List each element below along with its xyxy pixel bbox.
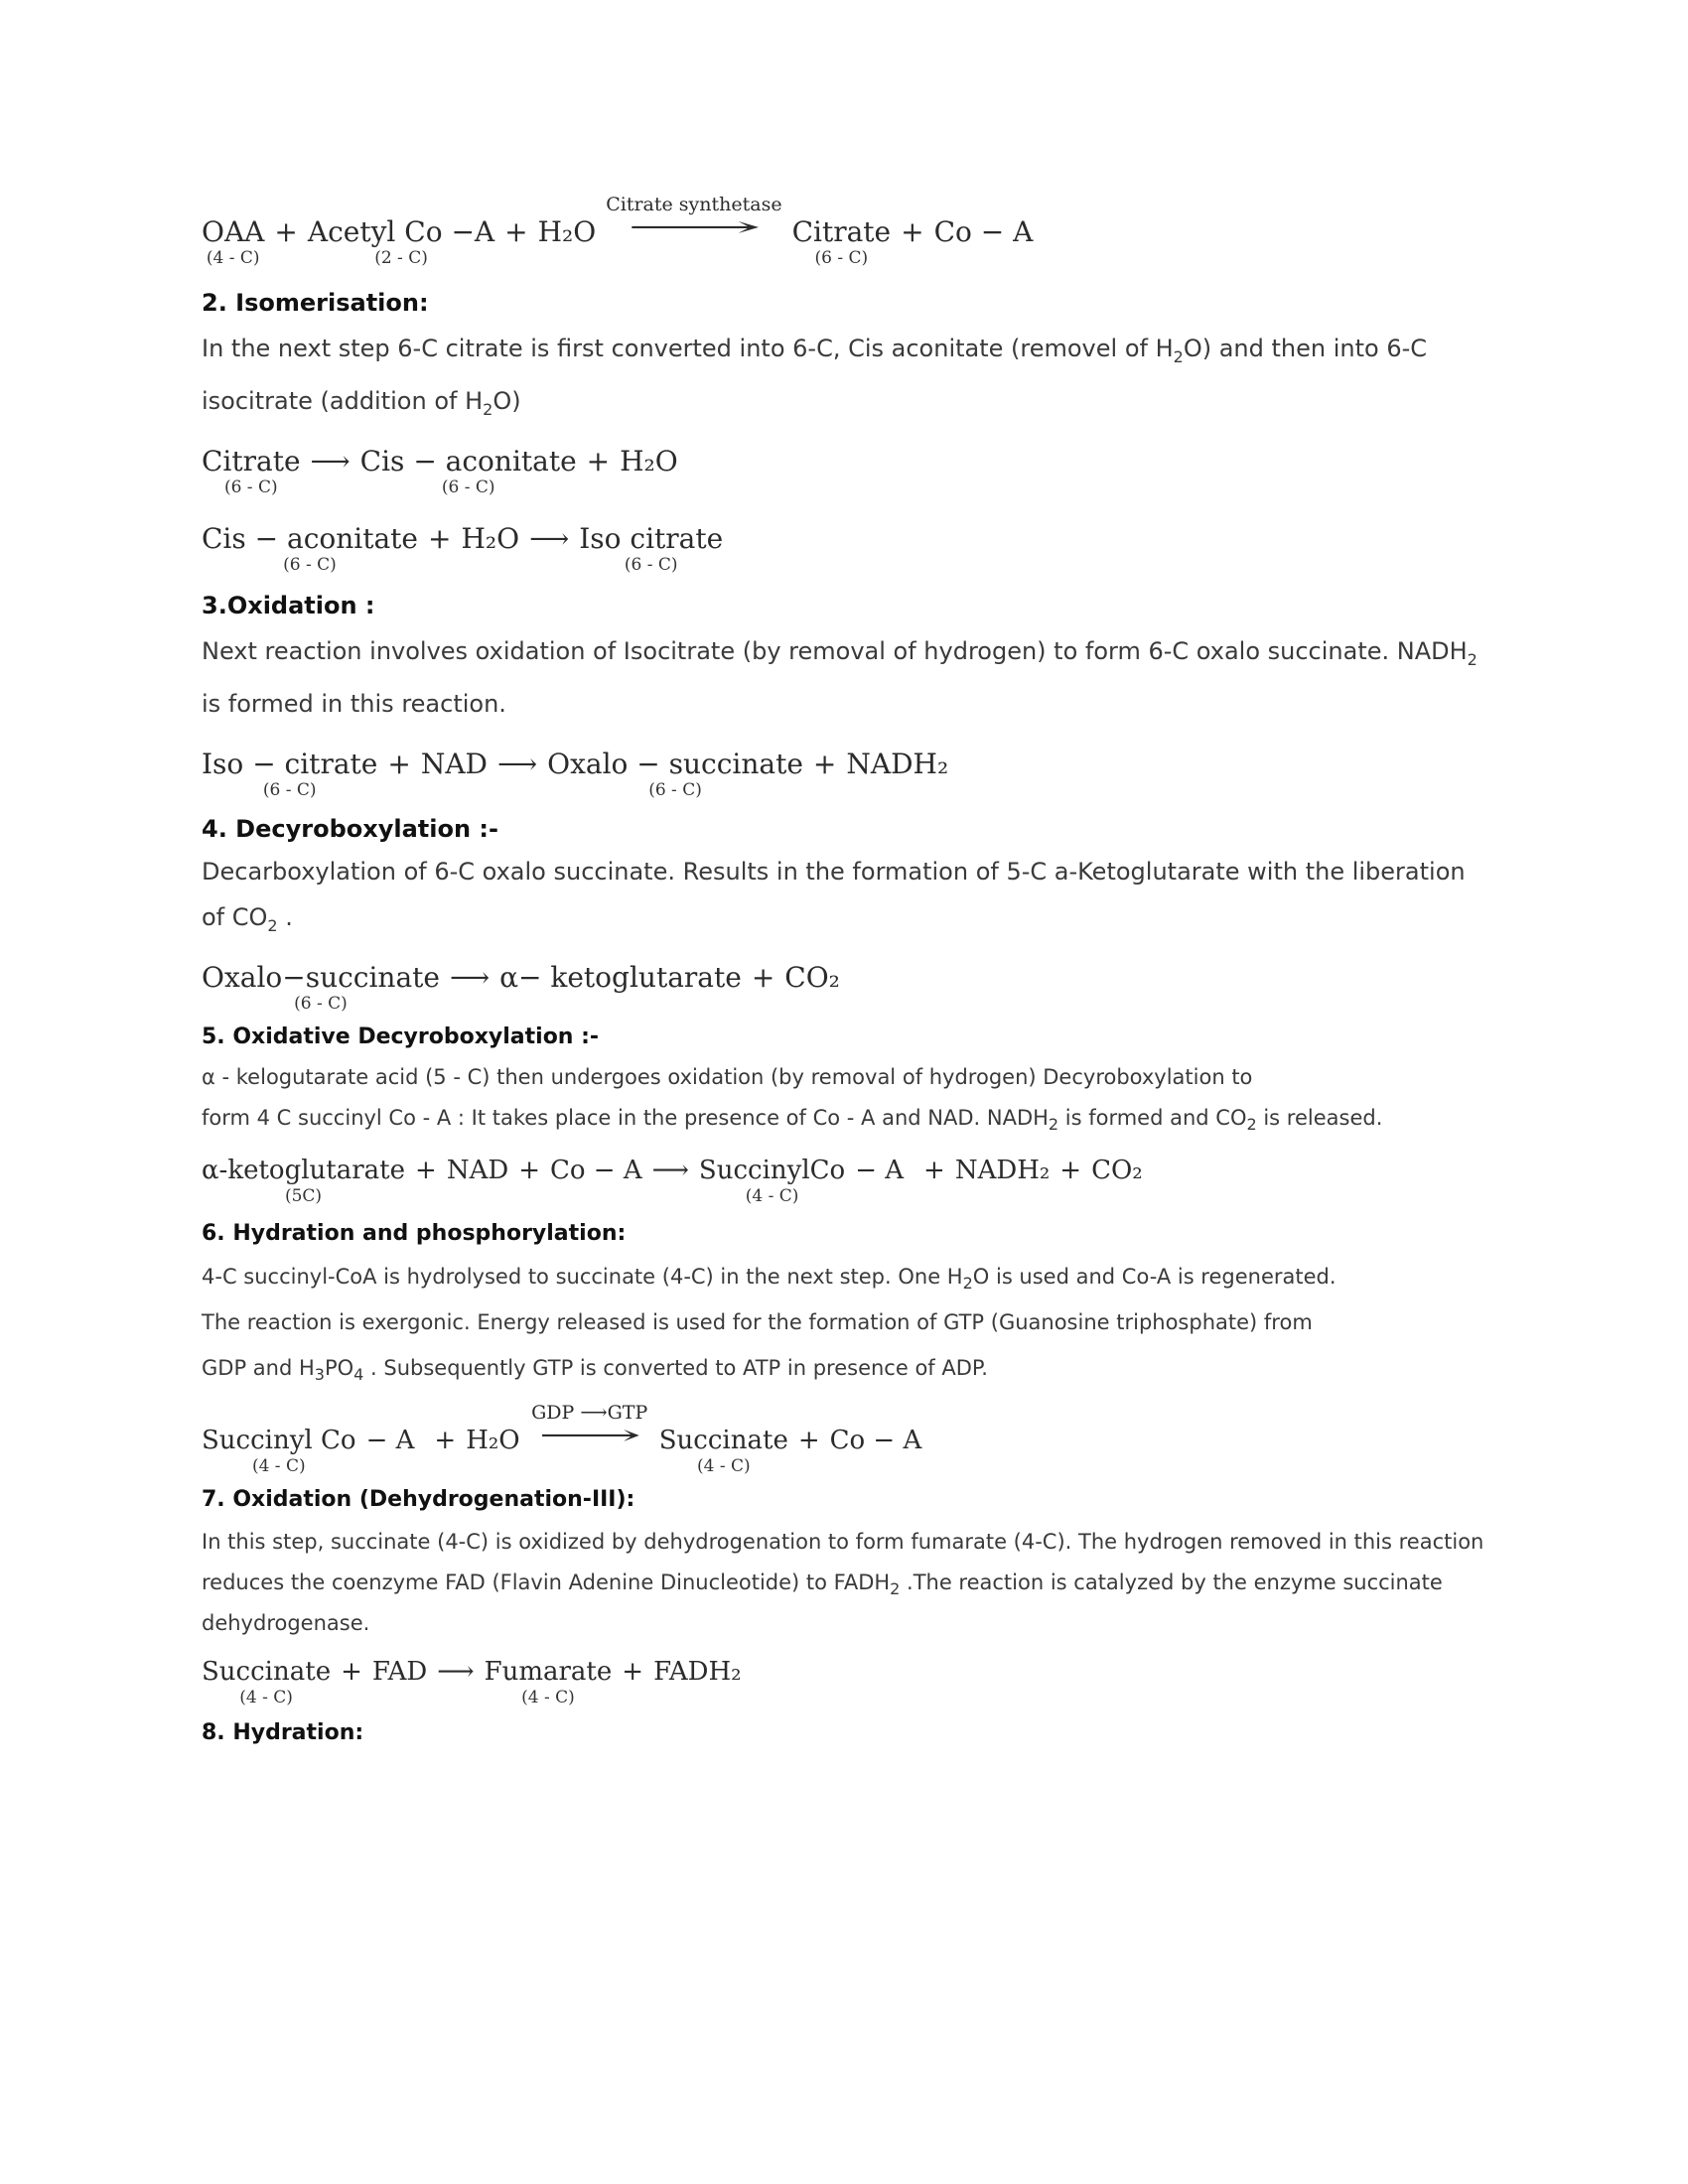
plus-sign: +	[797, 1426, 820, 1455]
paragraph-text: In this step, succinate (4-C) is oxidized by dehydrogenation to form fumarate (4-C). The hydrogen removed in this reaction	[202, 1530, 1484, 1554]
nad-term: NAD	[420, 748, 488, 780]
oxidation-paragraph	[202, 625, 1512, 731]
fumarate-term	[485, 1656, 613, 1706]
section-heading-isomerisation: 2. Isomerisation:	[202, 289, 429, 317]
oaa-label: OAA	[202, 215, 265, 248]
aconitate-to-isocitrate-equation	[202, 523, 1512, 574]
plus-sign: +	[1059, 1156, 1082, 1185]
oxalosuccinate-term	[202, 962, 440, 1013]
water-term: H₂O	[537, 215, 597, 248]
isocitrate-term	[202, 749, 377, 799]
subscript: 2	[483, 399, 493, 419]
decarboxylation-paragraph	[202, 849, 1512, 940]
fumarate-label: Fumarate	[484, 1657, 613, 1687]
arrow-icon: ⟶	[449, 961, 491, 994]
oxalosuccinate-term	[547, 749, 803, 799]
nad-term: NAD	[446, 1156, 509, 1185]
carbon-count: (6 - C)	[283, 555, 337, 575]
section-heading-oxidation: 3.Oxidation :	[202, 592, 375, 619]
arrow-icon: ⟶	[529, 522, 570, 555]
gdp-gtp-label: GDP ⟶GTP	[531, 1402, 648, 1424]
enzyme-label: Citrate synthetase	[606, 194, 782, 215]
succinyl-coa-label: SuccinylCo	[698, 1156, 846, 1185]
carbon-count: (6 - C)	[262, 780, 317, 800]
paragraph-text: is released.	[1256, 1106, 1383, 1130]
arrow-icon: ⟶	[496, 748, 538, 780]
isocitrate-label: Iso − citrate	[202, 748, 378, 780]
plus-sign: +	[812, 748, 837, 780]
isomerisation-paragraph	[202, 323, 1512, 428]
paragraph-text: Decarboxylation of 6-C oxalo succinate. Results in the formation of 5-C a-Ketoglutarate with the liberation	[202, 858, 1466, 886]
succinate-label: Succinate	[658, 1426, 788, 1455]
paragraph-text: reduces the coenzyme FAD (Flavin Adenine Dinucleotide) to FADH	[202, 1570, 891, 1594]
carbon-count: (4 - C)	[696, 1456, 751, 1476]
nadh2-term: NADH₂	[954, 1156, 1051, 1185]
paragraph-text: O is used and Co-A is regenerated.	[972, 1265, 1336, 1289]
alpha-ketoglutarate-term: α− ketoglutarate	[499, 961, 742, 994]
plus-sign: +	[434, 1426, 457, 1455]
water-term: H₂O	[466, 1426, 520, 1455]
acetyl-coa-label: Acetyl Co −A	[307, 215, 495, 248]
alpha-ketoglutarate-term	[202, 1155, 405, 1205]
succinyl-coa-term	[202, 1425, 356, 1475]
subscript: 3	[314, 1365, 325, 1385]
fadh2-term: FADH₂	[653, 1657, 742, 1687]
arrow-icon: ⟶	[437, 1657, 475, 1687]
succinyl-coa-term	[699, 1155, 845, 1205]
plus-sign: +	[518, 1156, 540, 1185]
acetyl-coa-term	[308, 216, 494, 267]
subscript: 2	[890, 1579, 901, 1599]
dehydrogenation-paragraph	[202, 1522, 1512, 1644]
cis-aconitate-label: Cis − aconitate	[359, 445, 577, 478]
subscript: 4	[353, 1365, 364, 1385]
citrate-synthesis-equation	[202, 194, 1512, 268]
citrate-term	[202, 446, 301, 496]
citrate-label: Citrate	[791, 215, 892, 248]
carbon-count: (6 - C)	[223, 478, 278, 497]
co2-term: CO₂	[1091, 1156, 1143, 1185]
paragraph-text: In the next step 6-C citrate is first converted into 6-C, Cis aconitate (removel of H	[202, 335, 1174, 362]
paragraph-text: is formed and CO	[1058, 1106, 1247, 1130]
paragraph-text: .	[277, 903, 293, 931]
citrate-term	[792, 216, 892, 267]
carbon-count: (5C)	[284, 1186, 323, 1206]
isocitrate-oxidation-equation	[202, 749, 1512, 799]
oaa-carbon-count: (4 - C)	[206, 248, 260, 268]
plus-sign: +	[751, 961, 775, 994]
plus-sign: +	[504, 215, 528, 248]
succinyl-coa-label: Succinyl Co	[202, 1426, 356, 1455]
paragraph-text: is formed in this reaction.	[202, 690, 506, 718]
coa-suffix: − A	[855, 1156, 905, 1185]
carbon-count: (6 - C)	[441, 478, 495, 497]
subscript: 2	[1173, 346, 1184, 366]
plus-sign: +	[586, 445, 611, 478]
carbon-count: (4 - C)	[521, 1688, 575, 1707]
water-term: H₂O	[620, 445, 678, 478]
citrate-label: Citrate	[202, 445, 301, 478]
paragraph-text: α - kelogutarate acid (5 - C) then undergoes oxidation (by removal of hydrogen) Decyroboxylation to	[202, 1065, 1253, 1089]
coa-term: Co − A	[933, 215, 1034, 248]
subscript: 2	[1048, 1115, 1059, 1135]
reaction-arrow	[606, 194, 782, 243]
paragraph-text: isocitrate (addition of H	[202, 387, 484, 415]
citrate-carbon-count: (6 - C)	[814, 248, 869, 268]
succinate-term	[202, 1656, 331, 1706]
coa-term: Co − A	[549, 1156, 642, 1185]
succinate-dehydrogenation-equation	[202, 1656, 1512, 1706]
paragraph-text: dehydrogenase.	[202, 1611, 370, 1635]
carbon-count: (6 - C)	[294, 994, 348, 1014]
water-term: H₂O	[461, 522, 520, 555]
plus-sign: +	[341, 1657, 362, 1687]
coa-term: Co − A	[829, 1426, 922, 1455]
paragraph-text: form 4 C succinyl Co - A : It takes place in the presence of Co - A and NAD. NADH	[202, 1106, 1049, 1130]
citrate-to-aconitate-equation	[202, 446, 1512, 496]
plus-sign: +	[923, 1156, 945, 1185]
nadh2-term: NADH₂	[846, 748, 949, 780]
succinyl-coa-hydrolysis-equation	[202, 1402, 1512, 1476]
ketoglutarate-oxidation-equation	[202, 1155, 1512, 1205]
isocitrate-term	[579, 523, 723, 574]
plus-sign: +	[415, 1156, 437, 1185]
alpha-ketoglutarate-label: α-ketoglutarate	[202, 1156, 406, 1185]
plus-sign: +	[387, 748, 411, 780]
carbon-count: (6 - C)	[624, 555, 678, 575]
plus-sign: +	[622, 1657, 644, 1687]
oxalosuccinate-label: Oxalo−succinate	[202, 961, 440, 994]
cis-aconitate-label: Cis − aconitate	[202, 522, 418, 555]
arrow-icon: ⟶	[310, 445, 351, 478]
carbon-count: (4 - C)	[251, 1456, 306, 1476]
arrow-icon: ⟶	[626, 210, 763, 243]
subscript: 2	[962, 1274, 973, 1294]
acetyl-carbon-count: (2 - C)	[374, 248, 428, 268]
paragraph-text: O) and then into 6-C	[1183, 335, 1428, 362]
plus-sign: +	[274, 215, 298, 248]
document-page	[202, 194, 1512, 1745]
succinate-term	[659, 1425, 788, 1475]
oxalosuccinate-decarboxylation-equation	[202, 962, 1512, 1013]
paragraph-text: of CO	[202, 903, 268, 931]
paragraph-text: GDP and H	[202, 1356, 315, 1380]
oaa-term	[202, 216, 264, 267]
cis-aconitate-term	[360, 446, 577, 496]
succinate-label: Succinate	[202, 1657, 332, 1687]
plus-sign: +	[901, 215, 924, 248]
oxidative-decarboxylation-paragraph	[202, 1057, 1512, 1139]
section-heading-hydration: 8. Hydration:	[202, 1720, 364, 1745]
paragraph-text: PO	[324, 1356, 354, 1380]
section-heading-decarboxylation: 4. Decyroboxylation :-	[202, 815, 498, 843]
oxalosuccinate-label: Oxalo − succinate	[547, 748, 803, 780]
section-heading-oxidative-decarboxylation: 5. Oxidative Decyroboxylation :-	[202, 1024, 600, 1049]
subscript: 2	[1246, 1115, 1257, 1135]
paragraph-text: 4-C succinyl-CoA is hydrolysed to succinate (4-C) in the next step. One H	[202, 1265, 963, 1289]
subscript: 2	[1467, 649, 1477, 669]
paragraph-text: . Subsequently GTP is converted to ATP in presence of ADP.	[363, 1356, 988, 1380]
section-heading-dehydrogenation: 7. Oxidation (Dehydrogenation-III):	[202, 1487, 635, 1512]
carbon-count: (4 - C)	[745, 1186, 799, 1206]
plus-sign: +	[428, 522, 452, 555]
cis-aconitate-term	[202, 523, 418, 574]
arrow-icon: ⟶	[537, 1419, 641, 1451]
fad-term: FAD	[371, 1657, 428, 1687]
section-heading-hydration-phosphorylation: 6. Hydration and phosphorylation:	[202, 1221, 627, 1246]
hydration-phosphorylation-paragraph	[202, 1254, 1512, 1391]
coa-suffix: − A	[365, 1426, 415, 1455]
paragraph-text: Next reaction involves oxidation of Isocitrate (by removal of hydrogen) to form 6-C oxalo succinate. NADH	[202, 637, 1468, 665]
reaction-arrow	[530, 1402, 649, 1451]
paragraph-text: O)	[492, 387, 521, 415]
isocitrate-label: Iso citrate	[579, 522, 724, 555]
paragraph-text: .The reaction is catalyzed by the enzyme succinate	[900, 1570, 1443, 1594]
subscript: 2	[267, 915, 278, 935]
co2-term: CO₂	[784, 961, 840, 994]
paragraph-text: The reaction is exergonic. Energy released is used for the formation of GTP (Guanosine triphosphate) from	[202, 1310, 1313, 1334]
arrow-icon: ⟶	[651, 1156, 689, 1185]
carbon-count: (6 - C)	[648, 780, 702, 800]
carbon-count: (4 - C)	[239, 1688, 293, 1707]
